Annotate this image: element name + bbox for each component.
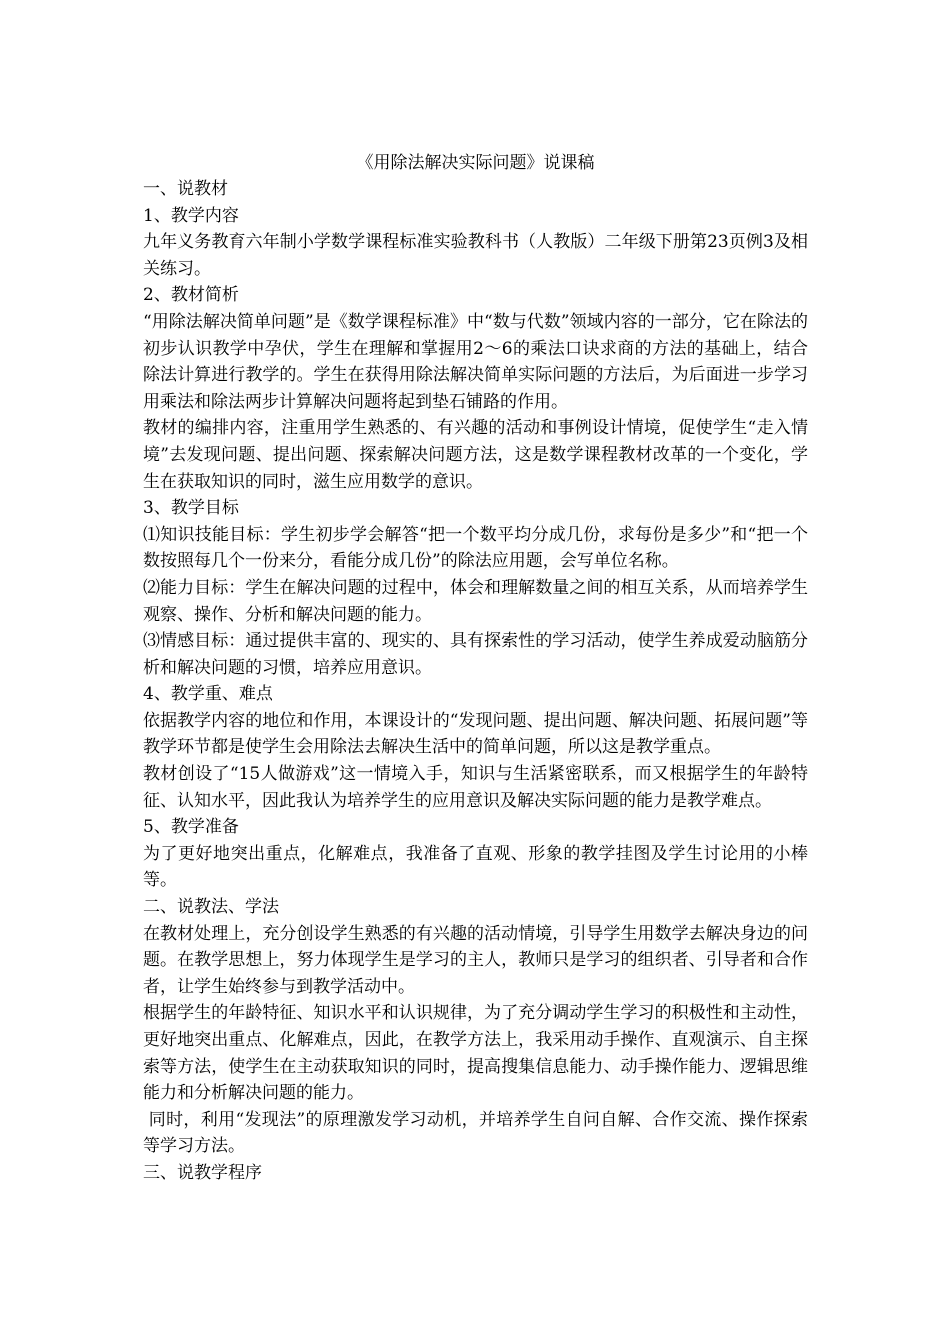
heading-teaching-content: 1、教学内容	[143, 205, 239, 226]
heading-section-1: 一、说教材	[143, 179, 228, 199]
heading-material-analysis: 2、教材简析	[143, 285, 239, 306]
heading-key-points: 4、教学重、难点	[143, 684, 273, 705]
heading-section-3: 三、说教学程序	[143, 1162, 262, 1183]
document-page	[143, 150, 808, 1187]
heading-preparation: 5、教学准备	[143, 817, 239, 838]
paragraph-methods-1: 在教材处理上，充分创设学生熟悉的有兴趣的活动情境，引导学生用数学去解决身边的问题。在教学思想上，努力体现学生是学习的主人，教师只是学习的组织者、引导者和合作者，让学生始终参与到教学活动中。	[143, 923, 808, 997]
document-title: 《用除法解决实际问题》说课稿	[356, 153, 595, 173]
paragraph-goal-knowledge: ⑴知识技能目标：学生初步学会解答“把一个数平均分成几份，求每份是多少”和“把一个数按照每几个一份来分，看能分成几份”的除法应用题，会写单位名称。	[143, 524, 808, 572]
paragraph-material-analysis: “用除法解决简单问题”是《数学课程标准》中“数与代数”领域内容的一部分，它在除法的初步认识教学中孕伏，学生在理解和掌握用2～6的乘法口诀求商的方法的基础上，结合除法计算进行教学的。学生在获得用除法解决简单实际问题的方法后，为后面进一步学习用乘法和除法两步计算解决问题将起到垫石铺路的作用。	[143, 311, 808, 412]
paragraph-methods-2: 根据学生的年龄特征、知识水平和认识规律，为了充分调动学生学习的积极性和主动性，更好地突出重点、化解难点，因此，在教学方法上，我采用动手操作、直观演示、自主探索等方法，使学生在主动获取知识的同时，提高搜集信息能力、动手操作能力、逻辑思维能力和分析解决问题的能力。	[143, 1003, 808, 1104]
heading-section-2: 二、说教法、学法	[143, 897, 279, 918]
paragraph-difficulty: 教材创设了“15人做游戏”这一情境入手，知识与生活紧密联系，而又根据学生的年龄特征、认知水平，因此我认为培养学生的应用意识及解决实际问题的能力是教学难点。	[143, 764, 808, 811]
heading-teaching-goals: 3、教学目标	[143, 498, 239, 519]
paragraph-preparation: 为了更好地突出重点，化解难点，我准备了直观、形象的教学挂图及学生讨论用的小棒等。	[143, 843, 808, 891]
paragraph-methods-3: 同时，利用“发现法”的原理激发学习动机，并培养学生自问自解、合作交流、操作探索等学习方法。	[143, 1109, 808, 1157]
paragraph-key-point: 依据教学内容的地位和作用，本课设计的“发现问题、提出问题、解决问题、拓展问题”等教学环节都是使学生会用除法去解决生活中的简单问题，所以这是教学重点。	[143, 710, 808, 758]
paragraph-teaching-content: 九年义务教育六年制小学数学课程标准实验教科书（人教版）二年级下册第23页例3及相关练习。	[143, 232, 808, 279]
paragraph-material-arrangement: 教材的编排内容，注重用学生熟悉的、有兴趣的活动和事例设计情境，促使学生“走入情境”去发现问题、提出问题、探索解决问题方法，这是数学课程教材改革的一个变化，学生在获取知识的同时，滋生应用数学的意识。	[143, 418, 808, 492]
paragraph-goal-ability: ⑵能力目标：学生在解决问题的过程中，体会和理解数量之间的相互关系，从而培养学生观察、操作、分析和解决问题的能力。	[143, 577, 808, 625]
paragraph-goal-emotion: ⑶情感目标：通过提供丰富的、现实的、具有探索性的学习活动，使学生养成爱动脑筋分析和解决问题的习惯，培养应用意识。	[143, 631, 808, 678]
